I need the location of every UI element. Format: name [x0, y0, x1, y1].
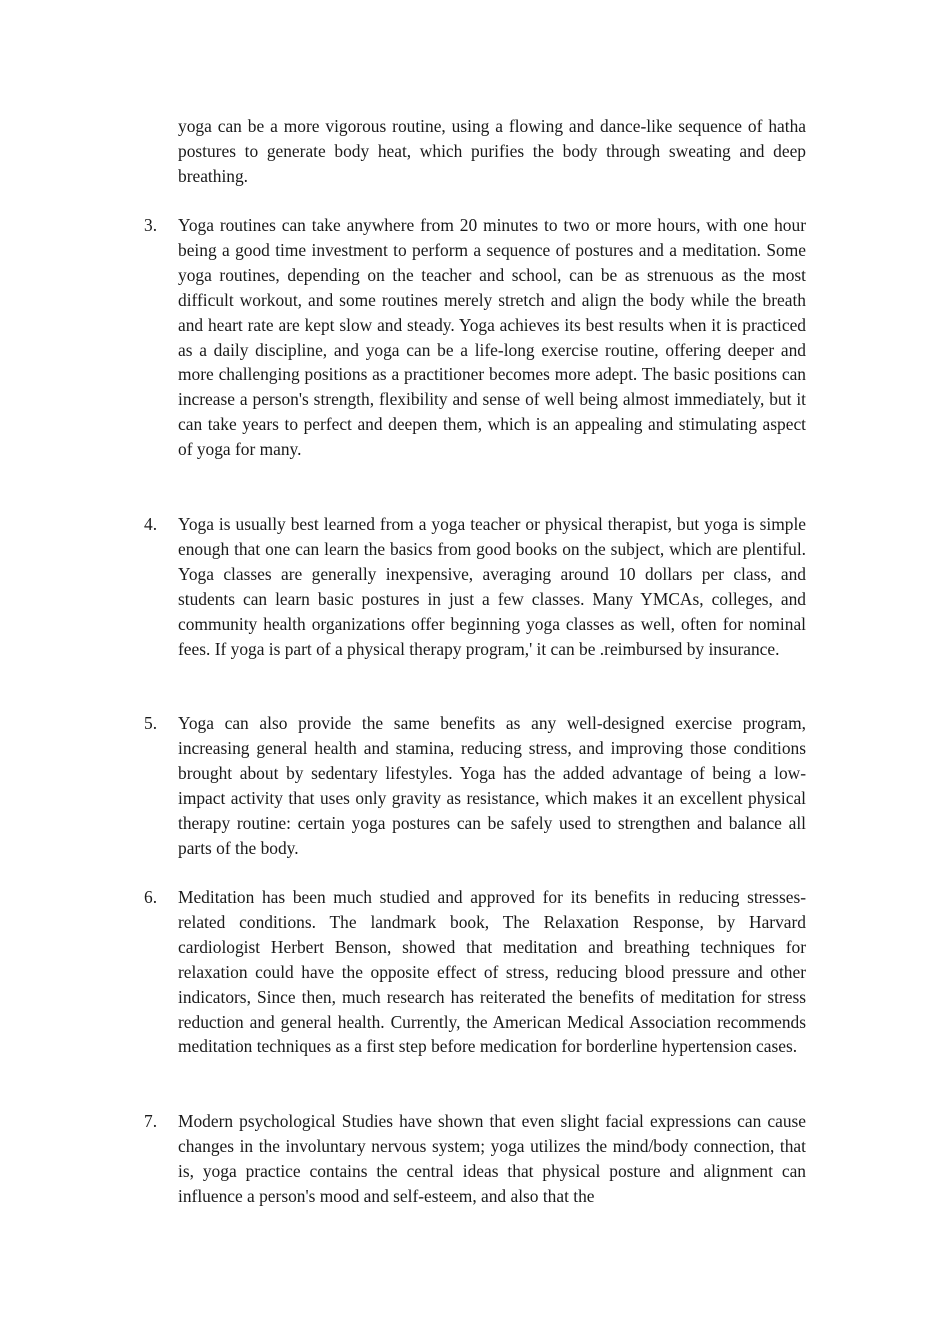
list-item-text: Modern psychological Studies have shown that even slight facial expressions can cause changes in the involuntary nervous system; yoga utilizes the mind/body connection, that is, yoga practice contains the central ideas that physical posture and alignment can influence a person's mood and self-esteem, and also that the	[178, 1111, 806, 1206]
list-item-number: 6.	[144, 887, 158, 907]
list-item-number: 5.	[144, 713, 158, 733]
continuation-paragraph: yoga can be a more vigorous routine, using a flowing and dance-like sequence of hatha postures to generate body heat, which purifies the body through sweating and deep breathing.	[178, 116, 806, 186]
list-item-number: 4.	[144, 514, 158, 534]
list-item-number: 3.	[144, 215, 158, 235]
list-item-text: Yoga can also provide the same benefits as any well-designed exercise program, increasing general health and stamina, reducing stress, and improving those conditions brought about by sedentary lifestyles. Yoga has the added advantage of being a low- impact activity that uses only gravity as resistance, which makes it an excellent physical therapy routine: certain yoga postures can be safely used to strengthen and balance all parts of the body.	[178, 713, 806, 858]
list-item-number: 7.	[144, 1111, 158, 1131]
list-item-text: Meditation has been much studied and approved for its benefits in reducing stresses- related conditions. The landmark book, The Relaxation Response, by Harvard cardiologist Herbert Benson, showed that meditation and breathing techniques for relaxation could have the opposite effect of stress, reducing blood pressure and other indicators, Since then, much research has reiterated the benefits of meditation for stress reduction and general health. Currently, the American Medical Association recommends meditation techniques as a first step before medication for borderline hypertension cases.	[178, 887, 806, 1057]
list-item-text: Yoga is usually best learned from a yoga teacher or physical therapist, but yoga is simple enough that one can learn the basics from good books on the subject, which are plentiful. Yoga classes are generally inexpensive, averaging around 10 dollars per class, and students can learn basic postures in just a few classes. Many YMCAs, colleges, and community health organizations offer beginning yoga classes as well, often for nominal fees. If yoga is part of a physical therapy program,' it can be .reimbursed by insurance.	[178, 514, 806, 659]
list-item-text: Yoga routines can take anywhere from 20 minutes to two or more hours, with one hour being a good time investment to perform a sequence of postures and a meditation. Some yoga routines, depending on the teacher and school, can be as strenuous as the most difficult workout, and some routines merely stretch and align the body while the breath and heart rate are kept slow and steady. Yoga achieves its best results when it is practiced as a daily discipline, and yoga can be a life-long exercise routine, offering deeper and more challenging positions as a practitioner becomes more adept. The basic positions can increase a person's strength, flexibility and sense of well being almost immediately, but it can take years to perfect and deepen them, which is an appealing and stimulating aspect of yoga for many.	[178, 215, 806, 460]
